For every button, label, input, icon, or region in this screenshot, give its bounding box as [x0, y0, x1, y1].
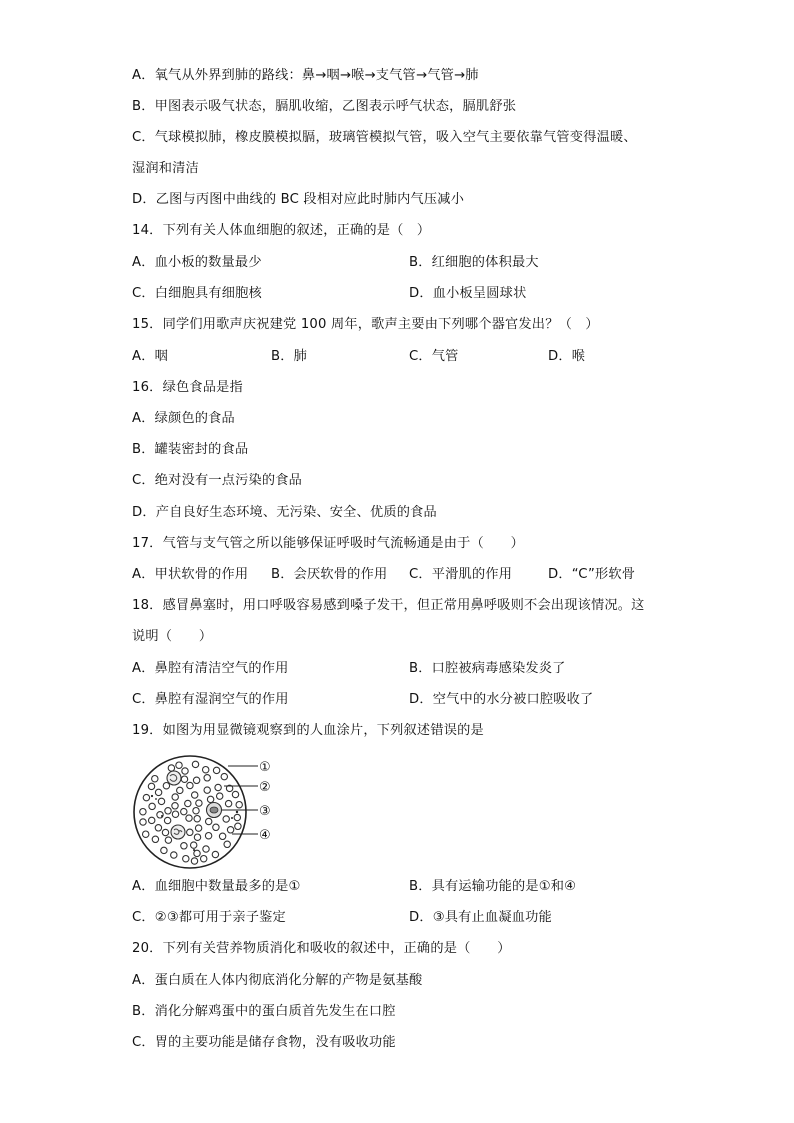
q15-option-d: D．喉: [548, 349, 586, 364]
figure-label-2: ②: [259, 780, 271, 795]
q18-option-d: D．空气中的水分被口腔吸收了: [409, 692, 594, 707]
q14-option-b: B．红细胞的体积最大: [409, 255, 539, 270]
q13-option-b: B．甲图表示吸气状态，膈肌收缩，乙图表示呼气状态，膈肌舒张: [132, 99, 517, 114]
q13-option-c-line1: C．气球模拟肺，橡皮膜模拟膈，玻璃管模拟气管，吸入空气主要依靠气管变得温暖、: [132, 130, 637, 145]
q19-option-c: C．②③都可用于亲子鉴定: [132, 910, 286, 925]
microscope-field: [134, 756, 246, 868]
q15-option-a: A．咽: [132, 349, 168, 364]
q15-option-b: B．肺: [271, 349, 308, 364]
q20-stem: 20．下列有关营养物质消化和吸收的叙述中，正确的是（ ）: [132, 941, 511, 956]
q17-option-a: A．甲状软骨的作用: [132, 567, 249, 582]
q19-option-a: A．血细胞中数量最多的是①: [132, 879, 301, 894]
q17-stem: 17．气管与支气管之所以能够保证呼吸时气流畅通是由于（ ）: [132, 536, 525, 551]
q20-option-a: A．蛋白质在人体内彻底消化分解的产物是氨基酸: [132, 973, 423, 988]
q17-option-b: B．会厌软骨的作用: [271, 567, 388, 582]
figure-label-3: ③: [259, 804, 271, 819]
q16-option-d: D．产自良好生态环境、无污染、安全、优质的食品: [132, 505, 437, 520]
figure-label-4: ④: [259, 828, 271, 843]
q18-option-b: B．口腔被病毒感染发炎了: [409, 661, 566, 676]
q16-option-b: B．罐装密封的食品: [132, 442, 249, 457]
q18-stem-line2: 说明（ ）: [132, 629, 213, 644]
q20-option-c: C．胃的主要功能是储存食物，没有吸收功能: [132, 1035, 396, 1050]
q17-option-d: D．“C”形软骨: [548, 567, 636, 582]
figure-label-1: ①: [259, 760, 271, 775]
q14-stem: 14．下列有关人体血细胞的叙述，正确的是（ ）: [132, 223, 431, 238]
q18-stem-line1: 18．感冒鼻塞时，用口呼吸容易感到嗓子发干，但正常用鼻呼吸则不会出现该情况。这: [132, 598, 645, 613]
q15-stem: 15．同学们用歌声庆祝建党 100 周年，歌声主要由下列哪个器官发出？（ ）: [132, 317, 599, 332]
blood-smear-figure: [132, 752, 282, 874]
q14-option-c: C．白细胞具有细胞核: [132, 286, 262, 301]
q19-stem: 19．如图为用显微镜观察到的人血涂片，下列叙述错误的是: [132, 723, 484, 738]
q20-option-b: B．消化分解鸡蛋中的蛋白质首先发生在口腔: [132, 1004, 396, 1019]
q19-option-d: D．③具有止血凝血功能: [409, 910, 552, 925]
q14-option-a: A．血小板的数量最少: [132, 255, 262, 270]
q15-option-c: C．气管: [409, 349, 459, 364]
q16-option-a: A．绿颜色的食品: [132, 411, 235, 426]
q14-option-d: D．血小板呈圆球状: [409, 286, 527, 301]
q17-option-c: C．平滑肌的作用: [409, 567, 513, 582]
q13-option-d: D．乙图与丙图中曲线的 BC 段相对应此时肺内气压减小: [132, 192, 465, 207]
q19-option-b: B．具有运输功能的是①和④: [409, 879, 577, 894]
q18-option-c: C．鼻腔有湿润空气的作用: [132, 692, 289, 707]
q13-option-a: A．氧气从外界到肺的路线：鼻→咽→喉→支气管→气管→肺: [132, 68, 479, 83]
q13-option-c-line2: 湿润和清洁: [132, 161, 199, 176]
q16-option-c: C．绝对没有一点污染的食品: [132, 473, 303, 488]
q18-option-a: A．鼻腔有清洁空气的作用: [132, 661, 289, 676]
q16-stem: 16．绿色食品是指: [132, 380, 243, 395]
